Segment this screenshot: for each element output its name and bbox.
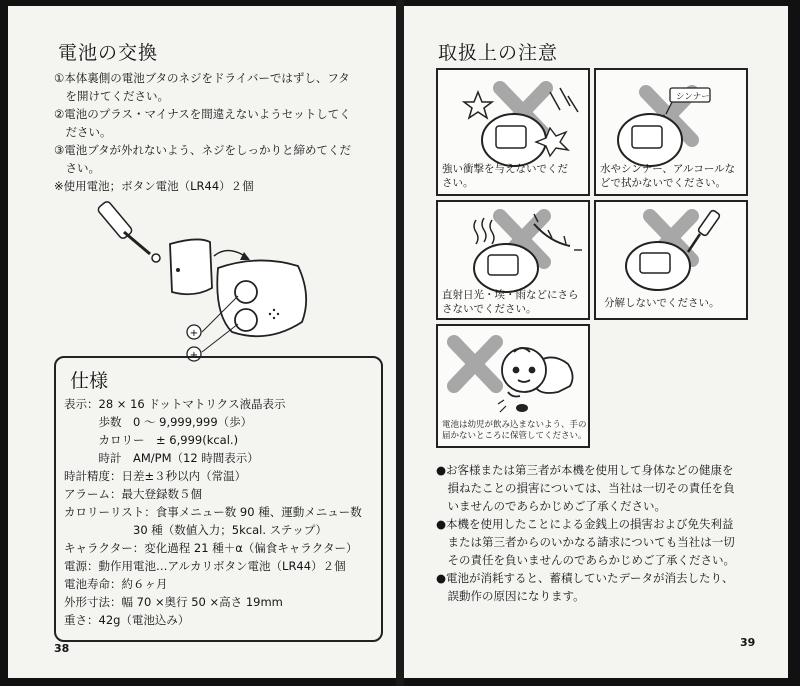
baby-icon: [502, 348, 573, 397]
device-icon: [482, 114, 546, 166]
page-number: 39: [740, 636, 756, 649]
star-icon: [464, 92, 492, 118]
notice-line: ●本機を使用したことによる金銭上の損害および免失利益: [436, 517, 734, 531]
heat-waves-icon: [474, 218, 494, 244]
notice-line: ●お客様または第三者が本機を使用して身体などの健康を: [436, 463, 734, 477]
caution-panel-infant: [436, 324, 590, 448]
spec-line: 外形寸法：幅 70 ×奥行 50 ×高さ 19mm: [64, 595, 283, 609]
spec-line: 歩数 0 ～ 9,999,999（歩）: [64, 415, 253, 429]
spec-line: 表示：28 × 16 ドットマトリクス液晶表示: [64, 397, 286, 411]
spec-line: 時計 AM/PM（12 時間表示）: [64, 451, 259, 465]
screwdriver-icon: [97, 200, 150, 254]
battery-cover-icon: [170, 239, 212, 294]
spec-line: 電池寿命：約６ヶ月: [64, 577, 168, 591]
panel-caption: 強い衝撃を与えないでくだ: [442, 163, 568, 175]
spec-line: アラーム：最大登録数５個: [64, 487, 202, 501]
spec-box: [54, 356, 383, 642]
caution-panel-solvent: [594, 68, 748, 196]
device-icon: [474, 244, 538, 292]
step-line: ださい。: [54, 125, 112, 139]
panel-caption: どで拭かないでください。: [600, 177, 726, 189]
device-icon: [626, 242, 690, 290]
impact-lines-icon: [550, 88, 578, 112]
step-line: ①本体裏側の電池ブタのネジをドライバーではずし、フタ: [54, 71, 350, 85]
spec-line: カロリーリスト：食事メニュー数 90 種、運動メニュー数: [64, 505, 362, 519]
step-line: を開けてください。: [54, 89, 169, 103]
spec-line: 30 種（数値入力；5kcal. ステップ）: [64, 523, 328, 537]
device-icon: [618, 114, 682, 166]
spec-line: 電源：動作用電池…アルカリボタン電池（LR44）２個: [64, 559, 346, 573]
right-page: [404, 6, 788, 678]
thinner-label: シンナー: [676, 92, 710, 102]
caution-panel-disassembly: [594, 200, 748, 320]
panel-caption: 分解しないでください。: [604, 297, 720, 309]
page-title: 電池の交換: [58, 42, 159, 64]
spec-line: キャラクター：変化過程 21 種＋α（偏食キャラクター）: [64, 541, 358, 555]
panel-caption: さい。: [442, 177, 474, 189]
battery-coin-icon: [516, 404, 528, 412]
plus-label: +: [189, 350, 199, 361]
plus-label: +: [189, 328, 199, 339]
page-number: 38: [54, 642, 70, 655]
step-line: さい。: [54, 161, 100, 175]
notice-line: 誤動作の原因になります。: [436, 589, 585, 603]
notice-line: その責任を負いませんのであらかじめご了承ください。: [436, 553, 735, 567]
battery-replacement-illustration: [98, 196, 318, 366]
caution-panel-sunlight: [436, 200, 590, 320]
panel-caption: 水やシンナー、アルコールな: [600, 163, 736, 175]
battery-note: ※使用電池；ボタン電池（LR44）２個: [54, 179, 254, 193]
prohibited-cross-icon: [454, 342, 496, 386]
panel-caption: 電池は幼児が飲み込まないよう、手の: [442, 420, 587, 430]
left-page: [8, 6, 396, 678]
panel-caption: 届かないところに保管してください。: [442, 431, 587, 441]
notice-line: いませんのであらかじめご了承ください。: [436, 499, 666, 513]
step-line: ③電池ブタが外れないよう、ネジをしっかりと締めてくだ: [54, 143, 352, 157]
panel-caption: 直射日光・埃・雨などにさら: [442, 289, 579, 301]
spec-line: 時計精度：日差±３秒以内（常温）: [64, 469, 247, 483]
step-line: ②電池のプラス・マイナスを間違えないようセットしてく: [54, 107, 351, 121]
notice-line: 損ねたことの損害については、当社は一切その責任を負: [436, 481, 735, 495]
notice-line: または第三者からのいかなる請求についても当社は一切: [436, 535, 735, 549]
spec-line: カロリー ± 6,999(kcal.): [64, 433, 239, 447]
page-title: 取扱上の注意: [438, 42, 559, 64]
screw-icon: [152, 254, 160, 262]
device-back-icon: [217, 260, 306, 336]
caution-panel-impact: [436, 68, 590, 196]
spec-line: 重さ：42g（電池込み）: [64, 613, 190, 627]
notice-line: ●電池が消耗すると、蓄積していたデータが消去したり、: [436, 571, 734, 585]
book-gutter: [396, 0, 404, 686]
spec-title: 仕様: [70, 370, 109, 392]
panel-caption: さないでください。: [442, 303, 537, 315]
